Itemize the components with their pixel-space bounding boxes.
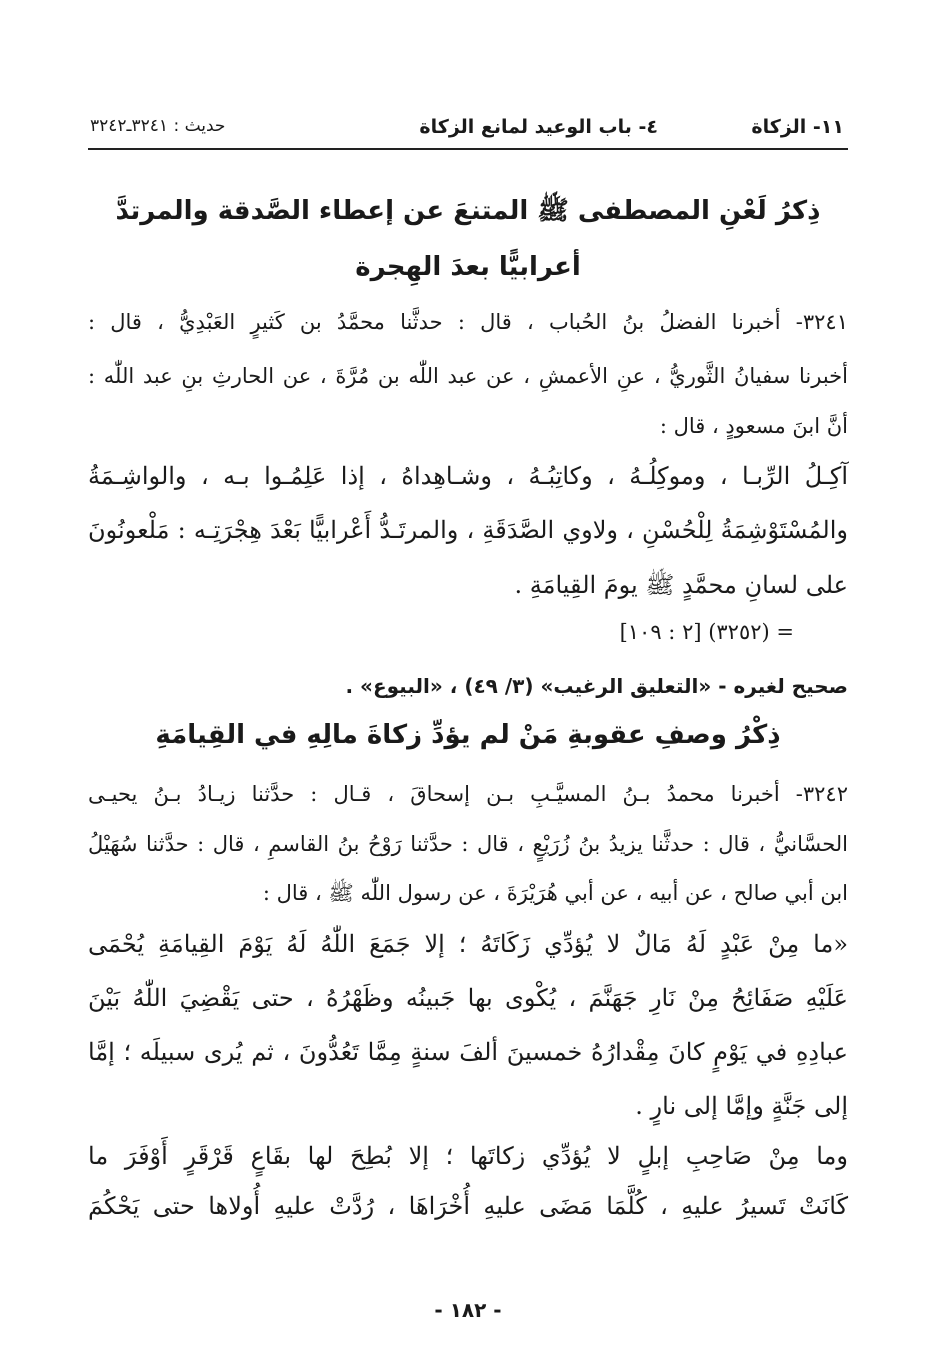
- hadith-3241-isnad-line: أخبرنا سفيانُ الثَّوريُّ ، عنِ الأعمشِ ، عن عبد اللّٰه بن مُرَّةَ ، عن الحارثِ بنِ عبد اللّٰه :: [88, 364, 848, 388]
- hadith-3242-isnad-line: ٣٢٤٢- أخبرنا محمدُ بـنُ المسيَّـبِ بـن إسحاقَ ، قـال : حدَّثنا زيـادُ بـنُ يحيـى: [88, 782, 848, 806]
- hadith-3242-matn-line: عبادِهِ في يَوْمٍ كانَ مِقْدارُهُ خمسينَ ألفَ سنةٍ مِمَّا تَعُدُّونَ ، ثم يُرى سبيلَه ؛ إمَّا: [88, 1038, 848, 1066]
- section-title: ٤- باب الوعيد لمانع الزكاة: [419, 116, 658, 138]
- hadith-3241-reference: = (٣٢٥٢) [٢ : ١٠٩]: [619, 620, 794, 644]
- hadith-3242-isnad-line: الحسَّانيُّ ، قال : حدثَّنا يزيدُ بنُ زُرَيْعٍ ، قال : حدَّثنا رَوْحُ بنُ القاسمِ ، قال : حدَّثنا سُهَيْلُ: [88, 832, 848, 856]
- section-1-title-line-1: ذِكرُ لَعْنِ المصطفى ﷺ المتنعَ عن إعطاء الصَّدقة والمرتدَّ: [115, 196, 821, 226]
- book-page: [88, 100, 848, 1322]
- hadith-3242-matn-line: إلى جَنَّةٍ وإمَّا إلى نارٍ .: [635, 1092, 848, 1120]
- hadith-3242-matn-line: «ما مِنْ عَبْدٍ لَهُ مَالٌ لا يُؤدِّي زَكَاتَهُ ؛ إلا جَمَعَ اللّٰهُ لَهُ يَوْمَ القِيامَةِ يُحْمَى: [88, 930, 848, 958]
- hadith-range: حديث : ٣٢٤١ـ٣٢٤٢: [90, 116, 226, 136]
- hadith-3242-isnad-line: ابن أبي صالح ، عن أبيه ، عن أبي هُرَيْرَةَ ، عن رسول اللّٰه ﷺ ، قال :: [262, 881, 848, 905]
- hadith-3241-grading: صحيح لغيره - «التعليق الرغيب» (٣/ ٤٩) ، «البيوع» .: [345, 674, 848, 698]
- hadith-3241-isnad-line: أنَّ ابنَ مسعودٍ ، قال :: [659, 414, 848, 438]
- hadith-3241-isnad-line: ٣٢٤١- أخبرنا الفضلُ بنُ الحُباب ، قال : حدثَّنا محمَّدُ بن كَثيرٍ العَبْدِيُّ ، قال :: [88, 310, 848, 334]
- running-header: [88, 110, 848, 150]
- hadith-3241-matn-line: آكِـلُ الرِّبـا ، وموكِلُـهُ ، وكاتِبُـهُ ، وشـاهِداهُ ، إذا عَلِمُـوا بـه ، والواشِـمَةُ: [88, 462, 848, 490]
- section-2-title: ذِكْرُ وصفِ عقوبةِ مَنْ لم يؤدِّ زكاةَ مالِهِ في القِيامَةِ: [155, 720, 781, 750]
- hadith-3241-matn-line: على لسانِ محمَّدٍ ﷺ يومَ القِيامَةِ .: [514, 571, 848, 599]
- page-number: - ١٨٢ -: [434, 1298, 502, 1322]
- hadith-3242-matn-line: كَانَتْ تَسيرُ عليهِ ، كُلَّمَا مَضَى عليهِ أُخْرَاهَا ، رُدَّتْ عليهِ أُولاها حتى يَحْكُمَ: [88, 1192, 848, 1220]
- hadith-3241-matn-line: والمُسْتَوْشِمَةُ لِلْحُسْنِ ، ولاوي الصَّدَقَةِ ، والمرتَـدُّ أَعْرابيًّا بَعْدَ هِجْرَتِـه : مَلْعونُونَ: [88, 516, 848, 544]
- section-1-title-line-2: أعرابيًّا بعدَ الهِجرة: [355, 252, 581, 282]
- hadith-3242-matn-line: وما مِنْ صَاحِبِ إبلٍ لا يُؤدِّي زكاتَها ؛ إلا بُطِحَ لها بقَاعٍ قَرْقَرٍ أَوْفَرَ ما: [88, 1142, 848, 1170]
- chapter-title: ١١- الزكاة: [751, 116, 844, 138]
- hadith-3242-matn-line: عَلَيْهِ صَفَائِحُ مِنْ نَارِ جَهَنَّمَ ، يُكْوى بها جَبينُه وظَهْرُهُ ، حتى يَقْضِيَ اللّٰهُ بَيْنَ: [88, 984, 848, 1012]
